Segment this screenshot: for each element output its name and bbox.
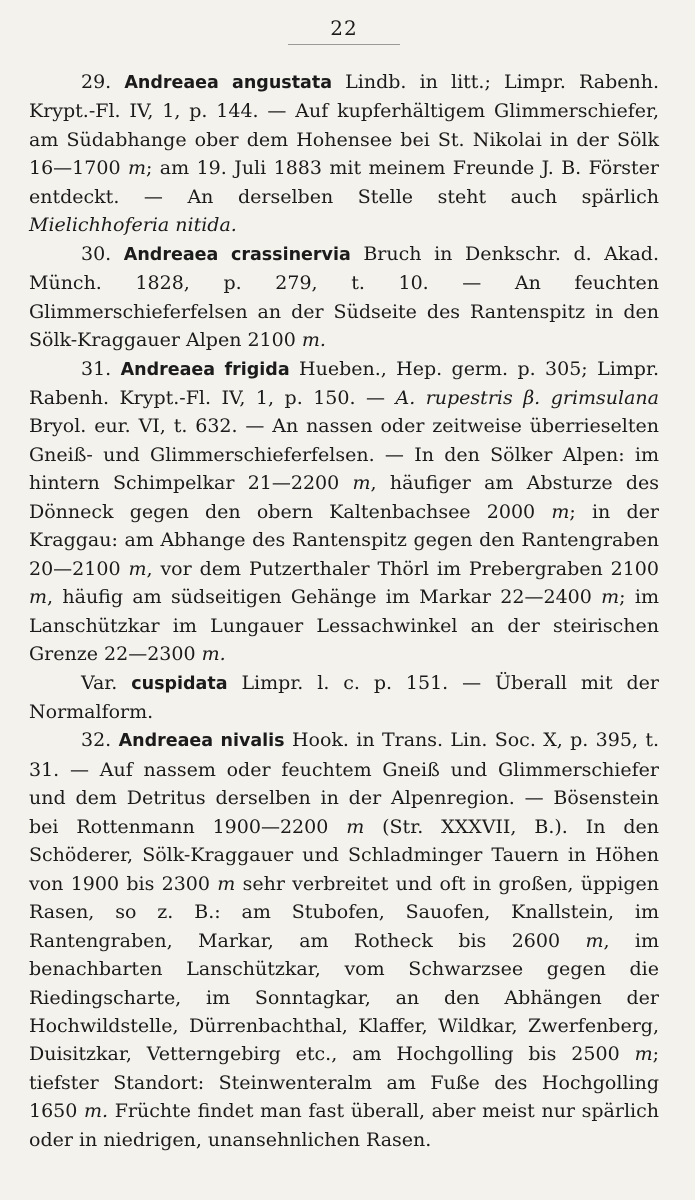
unit: m xyxy=(346,815,365,838)
species-list xyxy=(29,68,659,1154)
entry-text: Bruch in Denkschr. d. Akad. Münch. 1828, p. 279, t. 10. — An feuchten Glimmerschieferfelsen an der Südseite des Rantenspitz in den Sölk-Kraggauer Alpen 2100 xyxy=(29,242,659,352)
variety-name: cuspidata xyxy=(131,673,228,694)
entry-text: , häufiger am Absturze des Dönneck gegen den obern Kaltenbachsee 2000 xyxy=(29,472,659,523)
species-name: Andreaea frigida xyxy=(120,359,290,380)
variety-label: Var. xyxy=(81,671,118,694)
entry-number: 29. xyxy=(81,71,112,93)
species-name: Andreaea angustata xyxy=(124,73,333,93)
unit: m xyxy=(585,929,604,952)
species-entry-32 xyxy=(29,726,659,1154)
unit: m xyxy=(634,1043,653,1066)
entry-text: , häufig am südseitigen Gehänge im Markar 22—2400 xyxy=(47,586,602,609)
entry-text: ; im Lanschützkar im Lungauer Lessachwinkel an der steirischen Grenze 22—2300 xyxy=(29,586,659,666)
entry-text: ; tiefster Standort: Steinwenteralm am Fuße des Hochgolling 1650 xyxy=(29,1043,659,1123)
unit: m xyxy=(127,157,146,180)
entry-number: 31. xyxy=(81,357,112,380)
entry-number: 32. xyxy=(81,729,112,752)
species-italic: Mielichhoferia nitida. xyxy=(29,214,237,237)
species-entry-30 xyxy=(29,240,659,355)
entry-text: Hueben., Hep. germ. p. 305; Limpr. Rabenh. Krypt.-Fl. IV, 1, p. 150. — xyxy=(29,357,659,409)
species-name: Andreaea crassinervia xyxy=(123,244,351,265)
species-entry-29 xyxy=(29,68,659,240)
unit: m xyxy=(352,472,371,495)
entry-text: sehr verbreitet und oft in großen, üppigen Rasen, so z. B.: am Stubofen, Sauofen, Knallstein, im Rantengraben, Markar, am Rotheck bis 2600 xyxy=(29,872,660,952)
species-name: Andreaea nivalis xyxy=(118,731,285,752)
entry-text: Bryol. eur. VI, t. 632. — An nassen oder zeitweise überrieselten Gneiß- und Glimmerschieferfelsen. — In den Sölker Alpen: im hintern Schimpelkar 21—2200 xyxy=(29,415,659,495)
unit: m xyxy=(601,586,620,609)
species-entry-31 xyxy=(29,355,659,669)
synonym-italic: A. rupestris β. grimsulana xyxy=(395,386,659,409)
unit: m xyxy=(217,872,236,895)
entry-text: (Str. XXXVII, B.). In den Schöderer, Sölk-Kraggauer und Schladminger Tauern in Höhen von 1900 bis 2300 xyxy=(29,815,659,895)
unit: m xyxy=(128,557,147,580)
entry-number: 30. xyxy=(81,242,112,265)
entry-text: , im benachbarten Lanschützkar, vom Schwarzsee gegen die Riedingscharte, im Sonntagkar, an den Abhängen der Hochwildstelle, Dürrenbachthal, Klaffer, Wildkar, Zwerfenberg, Duisitzkar, Vetterngebirg etc., am Hochgolling bis 2500 xyxy=(29,929,659,1066)
entry-text: Früchte findet man fast überall, aber meist nur spärlich oder in niedrigen, unansehnlichen Rasen. xyxy=(29,1100,659,1151)
entry-text: Limpr. l. c. p. 151. — Überall mit der Normalform. xyxy=(29,671,659,723)
unit: m xyxy=(29,586,48,609)
entry-text: ; in der Kraggau: am Abhange des Rantenspitz gegen den Rantengraben 20—2100 xyxy=(29,500,659,580)
unit: m. xyxy=(84,1100,109,1123)
unit: m. xyxy=(301,329,326,352)
entry-text: , vor dem Putzerthaler Thörl im Prebergraben 2100 xyxy=(146,557,659,580)
entry-text: Lindb. in litt.; Limpr. Rabenh. Krypt.-Fl. IV, 1, p. 144. — Auf kupferhältigem Glimmerschiefer, am Südabhange ober dem Hohensee bei St. Nikolai in der Sölk 16—1700 xyxy=(29,71,659,180)
page-number: 22 xyxy=(330,16,358,40)
variety-entry-cuspidata xyxy=(29,669,659,727)
unit: m xyxy=(551,500,570,523)
header-rule xyxy=(288,44,400,45)
unit: m. xyxy=(201,643,226,666)
entry-text: Hook. in Trans. Lin. Soc. X, p. 395, t. 31. — Auf nassem oder feuchtem Gneiß und Glimmerschiefer und dem Detritus derselben in der Alpenregion. — Bösenstein bei Rottenmann 1900—2200 xyxy=(29,729,660,838)
entry-text: ; am 19. Juli 1883 mit meinem Freunde J. B. Förster entdeckt. — An derselben Stelle steht auch spärlich xyxy=(29,157,659,208)
